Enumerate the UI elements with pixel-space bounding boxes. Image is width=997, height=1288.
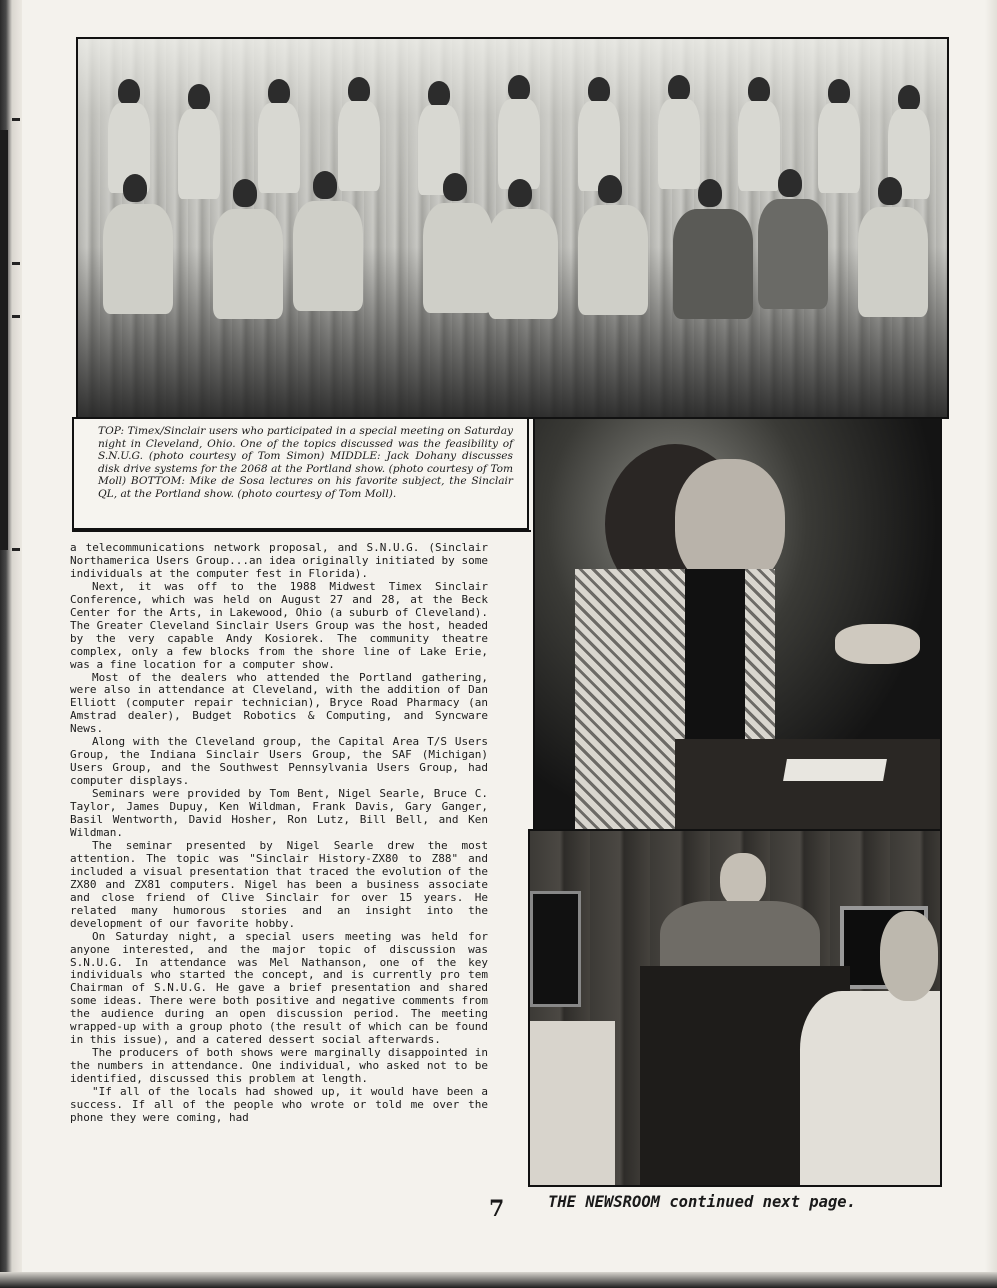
edge-mark (12, 118, 20, 121)
edge-mark (12, 315, 20, 318)
binding-edge (0, 0, 22, 1288)
continued-note: THE NEWSROOM continued next page. (548, 1193, 856, 1211)
photo-caption: TOP: Timex/Sinclair users who participated in a special meeting on Saturday night in Cleveland, Ohio. One of the topics discussed was the feasibility of S.N.U.G. (photo courtesy of Tom Simon) MIDDLE: Jack Dohany discusses disk drive systems for the 2068 at the Portland show. (photo courtesy of Tom Moll) BOTTOM: Mike de Sosa lectures on his favorite subject, the Sinclair QL, at the Portland show. (photo courtesy of Tom Moll). (72, 417, 529, 530)
speaker-photo-ql (528, 829, 942, 1187)
speaker-photo-portland (533, 417, 942, 831)
article-paragraph: "If all of the locals had showed up, it would have been a success. If all of the people who wrote or told me over the phone they were coming, had (70, 1085, 488, 1124)
article-paragraph: a telecommunications network proposal, and S.N.U.G. (Sinclair Northamerica Users Group...an idea originally initiated by some individuals at the computer fest in Florida). (70, 542, 488, 580)
adjacent-page-strip (0, 130, 8, 550)
edge-mark (12, 262, 20, 265)
page-right-edge (985, 0, 997, 1288)
article-paragraph: The seminar presented by Nigel Searle drew the most attention. The topic was "Sinclair History-ZX80 to Z88" and included a visual presentation that traced the evolution of the ZX80 and ZX81 computers. Nigel has been a business associate and close friend of Clive Sinclair for over 15 years. He related many humorous stories and an insight into the development of our favorite hobby. (70, 838, 488, 930)
edge-mark (12, 548, 20, 551)
article-paragraph: Along with the Cleveland group, the Capital Area T/S Users Group, the Indiana Sinclair Users Group, the SAF (Michigan) Users Group, and the Southwest Pennsylvania Users Group, had computer displays. (70, 735, 488, 788)
page-bottom-edge (0, 1272, 997, 1288)
group-photo (76, 37, 949, 419)
article-paragraph: On Saturday night, a special users meeting was held for anyone interested, and the major topic of discussion was S.N.U.G. In attendance was Mel Nathanson, one of the key individuals who started the concept, and is currently pro tem Chairman of S.N.U.G. He gave a brief presentation and shared some ideas. There were both positive and negative comments from the audience during an open discussion period. The meeting wrapped-up with a group photo (the result of which can be found in this issue), and a catered dessert social afterwards. (70, 929, 488, 1047)
page-number: 7 (489, 1196, 505, 1222)
article-paragraph: The producers of both shows were marginally disappointed in the numbers in attendance. One individual, who asked not to be identified, discussed this problem at length. (70, 1046, 488, 1086)
article-paragraph: Most of the dealers who attended the Portland gathering, were also in attendance at Cleveland, with the addition of Dan Elliott (computer repair technician), Bryce Road Pharmacy (an Amstrad dealer), Budget Robotics & Computing, and Syncware News. (70, 670, 488, 736)
column-divider (72, 530, 531, 532)
article-paragraph: Next, it was off to the 1988 Midwest Timex Sinclair Conference, which was held on August 27 and 28, at the Beck Center for the Arts, in Lakewood, Ohio (a suburb of Cleveland). The Greater Cleveland Sinclair Users Group was the host, headed by the very capable Andy Kosiorek. The community theatre complex, only a few blocks from the shore line of Lake Erie, was a fine location for a computer show. (70, 579, 488, 671)
article-body (70, 542, 488, 1202)
article-paragraph: Seminars were provided by Tom Bent, Nigel Searle, Bruce C. Taylor, James Dupuy, Ken Wildman, Frank Davis, Gary Ganger, Basil Wentworth, David Hosher, Ron Lutz, Bill Bell, and Ken Wildman. (70, 787, 488, 839)
